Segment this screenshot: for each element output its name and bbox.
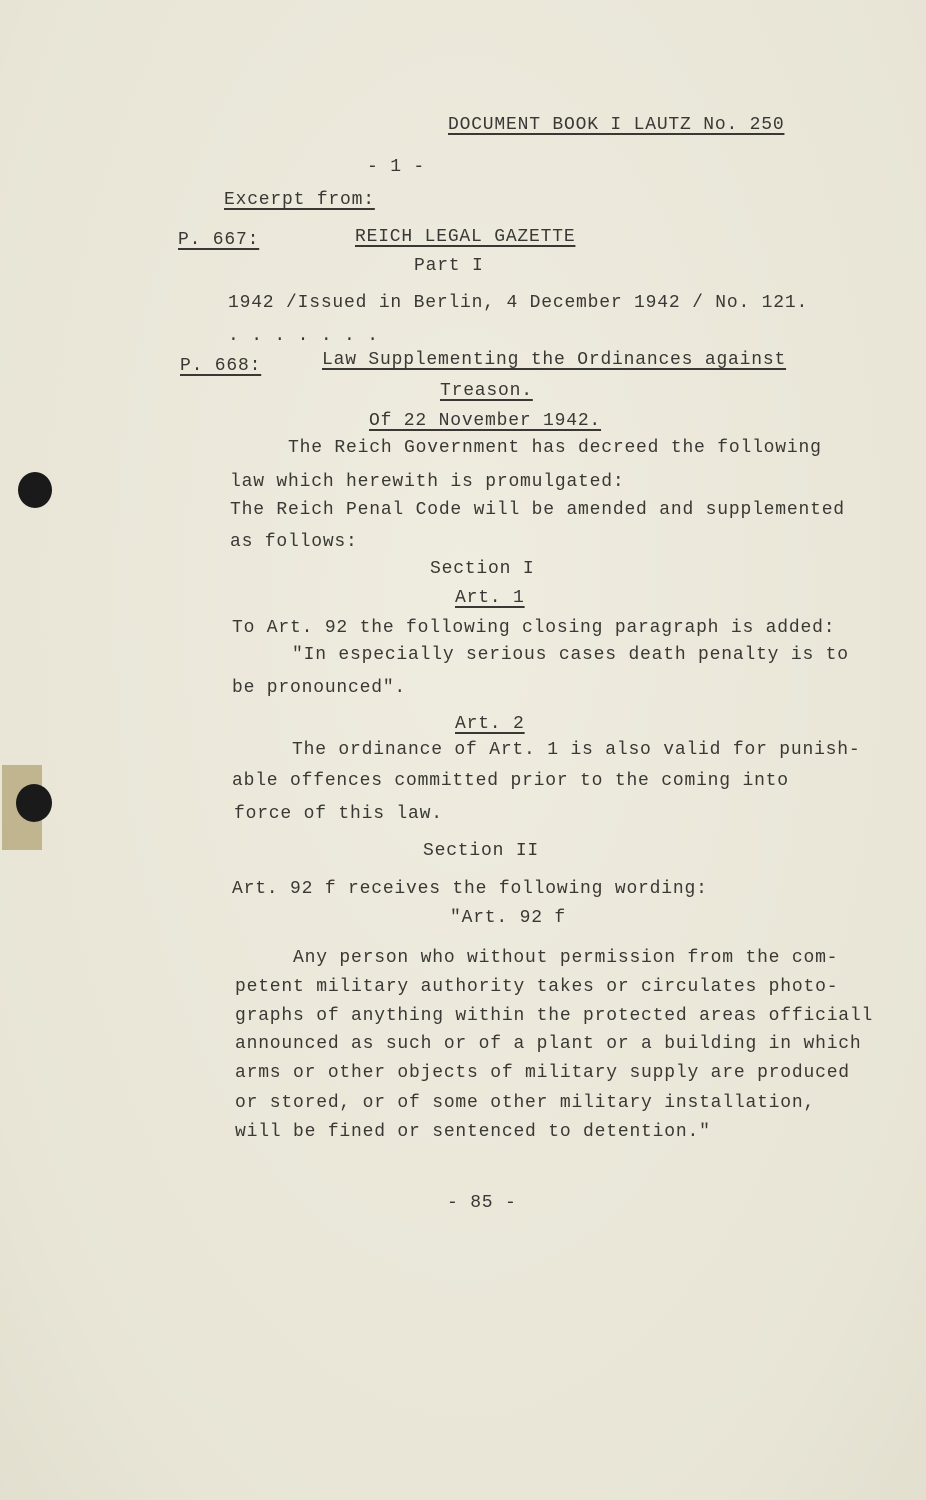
law-title-line2: Treason. [440, 381, 533, 401]
document-reference: DOCUMENT BOOK I LAUTZ No. 250 [448, 115, 785, 135]
intro-line: The Reich Government has decreed the following [288, 438, 822, 458]
law-title-line1: Law Supplementing the Ordinances against [322, 350, 787, 370]
art-92f-line: graphs of anything within the protected areas officiall [235, 1006, 874, 1026]
excerpt-label: Excerpt from: [224, 190, 375, 210]
art-1-line: "In especially serious cases death penalty is to [292, 645, 849, 665]
intro-line: The Reich Penal Code will be amended and supplemented [230, 500, 845, 520]
art-1-heading: Art. 1 [455, 588, 525, 608]
art-1-line: be pronounced". [232, 678, 407, 698]
law-date: Of 22 November 1942. [369, 411, 602, 431]
page-number-bottom: - 85 - [447, 1193, 517, 1213]
art-2-line: The ordinance of Art. 1 is also valid for punish- [292, 740, 861, 760]
ellipsis-dots: . . . . . . . [228, 326, 379, 346]
gazette-issue: 1942 /Issued in Berlin, 4 December 1942 / No. 121. [228, 293, 809, 313]
art-92f-heading: "Art. 92 f [450, 908, 567, 928]
intro-line: law which herewith is promulgated: [230, 472, 625, 492]
art-92f-line: announced as such or of a plant or a building in which [235, 1034, 862, 1054]
art-92f-line: Any person who without permission from the com- [293, 948, 839, 968]
law-page-ref: P. 668: [180, 356, 262, 376]
gazette-part: Part I [414, 256, 484, 276]
gazette-page-ref: P. 667: [178, 230, 260, 250]
intro-line: as follows: [230, 532, 358, 552]
punch-hole [18, 472, 52, 508]
punch-hole [16, 784, 52, 822]
art-92f-line: will be fined or sentenced to detention." [235, 1122, 711, 1142]
art-1-line: To Art. 92 the following closing paragraph is added: [232, 618, 836, 638]
art-92f-line: or stored, or of some other military installation, [235, 1093, 816, 1113]
art-2-line: able offences committed prior to the coming into [232, 771, 789, 791]
art-2-heading: Art. 2 [455, 714, 525, 734]
section-2-intro: Art. 92 f receives the following wording: [232, 879, 708, 899]
section-1-heading: Section I [430, 559, 535, 579]
page-number-top: - 1 - [367, 157, 426, 177]
gazette-title: REICH LEGAL GAZETTE [355, 227, 576, 247]
art-92f-line: petent military authority takes or circulates photo- [235, 977, 839, 997]
section-2-heading: Section II [423, 841, 540, 861]
art-2-line: force of this law. [234, 804, 443, 824]
art-92f-line: arms or other objects of military supply are produced [235, 1063, 850, 1083]
